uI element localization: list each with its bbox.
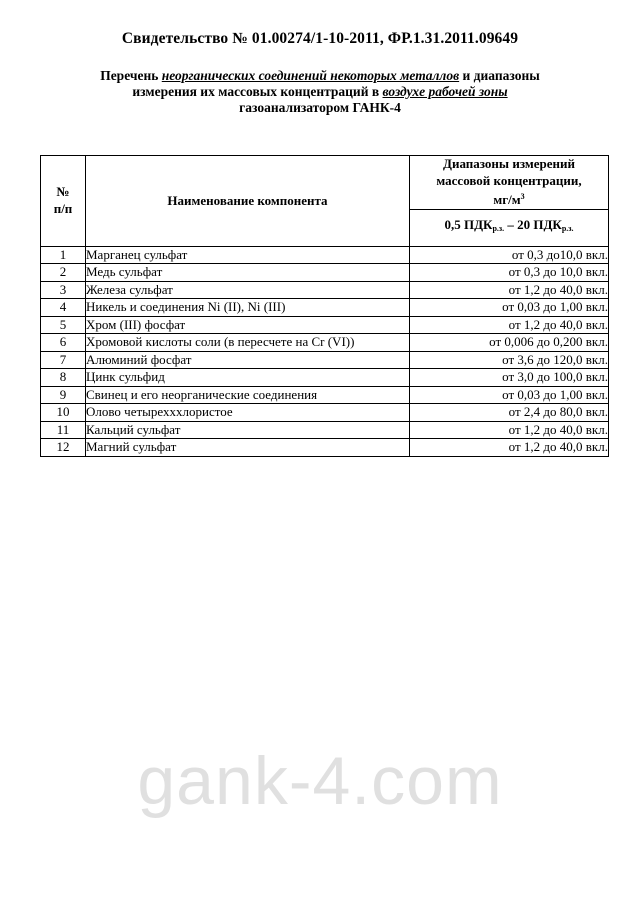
- component-name: Алюминий фосфат: [86, 351, 410, 369]
- row-number: 8: [41, 369, 86, 387]
- certificate-title: Свидетельство № 01.00274/1-10-2011, ФР.1.31.2011.09649: [121, 30, 519, 47]
- components-table: [40, 155, 609, 457]
- table-row: [41, 404, 609, 422]
- row-number: 7: [41, 351, 86, 369]
- row-number: 2: [41, 264, 86, 282]
- measurement-range: от 0,006 до 0,200 вкл.: [410, 334, 609, 352]
- header-component: Наименование компонента: [86, 156, 410, 247]
- table-row: [41, 246, 609, 264]
- document-subtitle: [0, 68, 640, 116]
- component-name: Свинец и его неорганические соединения: [86, 386, 410, 404]
- measurement-range: от 1,2 до 40,0 вкл.: [410, 421, 609, 439]
- measurement-range: от 3,0 до 100,0 вкл.: [410, 369, 609, 387]
- row-number: 5: [41, 316, 86, 334]
- component-name: Кальций сульфат: [86, 421, 410, 439]
- table-row: [41, 369, 609, 387]
- header-number-symbol: №: [56, 184, 70, 200]
- table-header: [41, 156, 609, 247]
- measurement-range: от 3,6 до 120,0 вкл.: [410, 351, 609, 369]
- table-row: [41, 386, 609, 404]
- component-name: Цинк сульфид: [86, 369, 410, 387]
- component-name: Хром (III) фосфат: [86, 316, 410, 334]
- row-number: 4: [41, 299, 86, 317]
- measurement-range: от 0,3 до10,0 вкл.: [410, 246, 609, 264]
- row-number: 10: [41, 404, 86, 422]
- subtitle-line-1: [0, 68, 640, 84]
- unit-superscript: 3: [520, 192, 525, 201]
- table-row: [41, 281, 609, 299]
- component-name: Хромовой кислоты соли (в пересчете на Cr (VI)): [86, 334, 410, 352]
- subtitle-line-3: газоанализатором ГАНК-4: [239, 100, 401, 115]
- table-body: [41, 246, 609, 456]
- header-number: [41, 156, 86, 247]
- component-name: Никель и соединения Ni (II), Ni (III): [86, 299, 410, 317]
- header-range-subheader: [410, 209, 609, 246]
- table-row: [41, 334, 609, 352]
- table-row: [41, 439, 609, 457]
- component-name: Медь сульфат: [86, 264, 410, 282]
- subtitle-text: Перечень: [100, 68, 162, 83]
- component-name: Марганец сульфат: [86, 246, 410, 264]
- measurement-range: от 0,03 до 1,00 вкл.: [410, 386, 609, 404]
- header-number-abbrev: п/п: [53, 200, 73, 216]
- unit-text: мг/м: [493, 192, 521, 207]
- watermark: gank-4.com: [137, 743, 503, 819]
- measurement-range: от 0,03 до 1,00 вкл.: [410, 299, 609, 317]
- component-name: Магний сульфат: [86, 439, 410, 457]
- table-row: [41, 264, 609, 282]
- measurement-range: от 1,2 до 40,0 вкл.: [410, 439, 609, 457]
- header-range-unit: [410, 189, 608, 209]
- row-number: 3: [41, 281, 86, 299]
- row-number: 1: [41, 246, 86, 264]
- subtitle-line-2: [0, 84, 640, 100]
- pdk-text: – 20 ПДК: [504, 217, 562, 233]
- measurement-range: от 2,4 до 80,0 вкл.: [410, 404, 609, 422]
- header-range: [410, 156, 609, 210]
- pdk-text: 0,5 ПДК: [444, 217, 493, 233]
- pdk-subscript: р.з.: [561, 224, 574, 234]
- component-name: Железа сульфат: [86, 281, 410, 299]
- subtitle-underlined-text: неорганических соединений некоторых металлов: [161, 68, 460, 83]
- measurement-range: от 1,2 до 40,0 вкл.: [410, 281, 609, 299]
- header-range-line-2: массовой концентрации,: [436, 172, 582, 188]
- subtitle-text: и диапазоны: [459, 68, 540, 83]
- measurement-range: от 0,3 до 10,0 вкл.: [410, 264, 609, 282]
- table-row: [41, 351, 609, 369]
- subtitle-text: измерения их массовых концентраций в: [132, 84, 383, 99]
- table-row: [41, 421, 609, 439]
- component-name: Олово четырехххлористое: [86, 404, 410, 422]
- table-row: [41, 299, 609, 317]
- row-number: 12: [41, 439, 86, 457]
- row-number: 6: [41, 334, 86, 352]
- header-range-line-1: Диапазоны измерений: [443, 156, 575, 171]
- pdk-subscript: р.з.: [492, 224, 505, 234]
- subtitle-underlined-text: воздухе рабочей зоны: [382, 84, 508, 99]
- measurement-range: от 1,2 до 40,0 вкл.: [410, 316, 609, 334]
- table-row: [41, 316, 609, 334]
- row-number: 9: [41, 386, 86, 404]
- row-number: 11: [41, 421, 86, 439]
